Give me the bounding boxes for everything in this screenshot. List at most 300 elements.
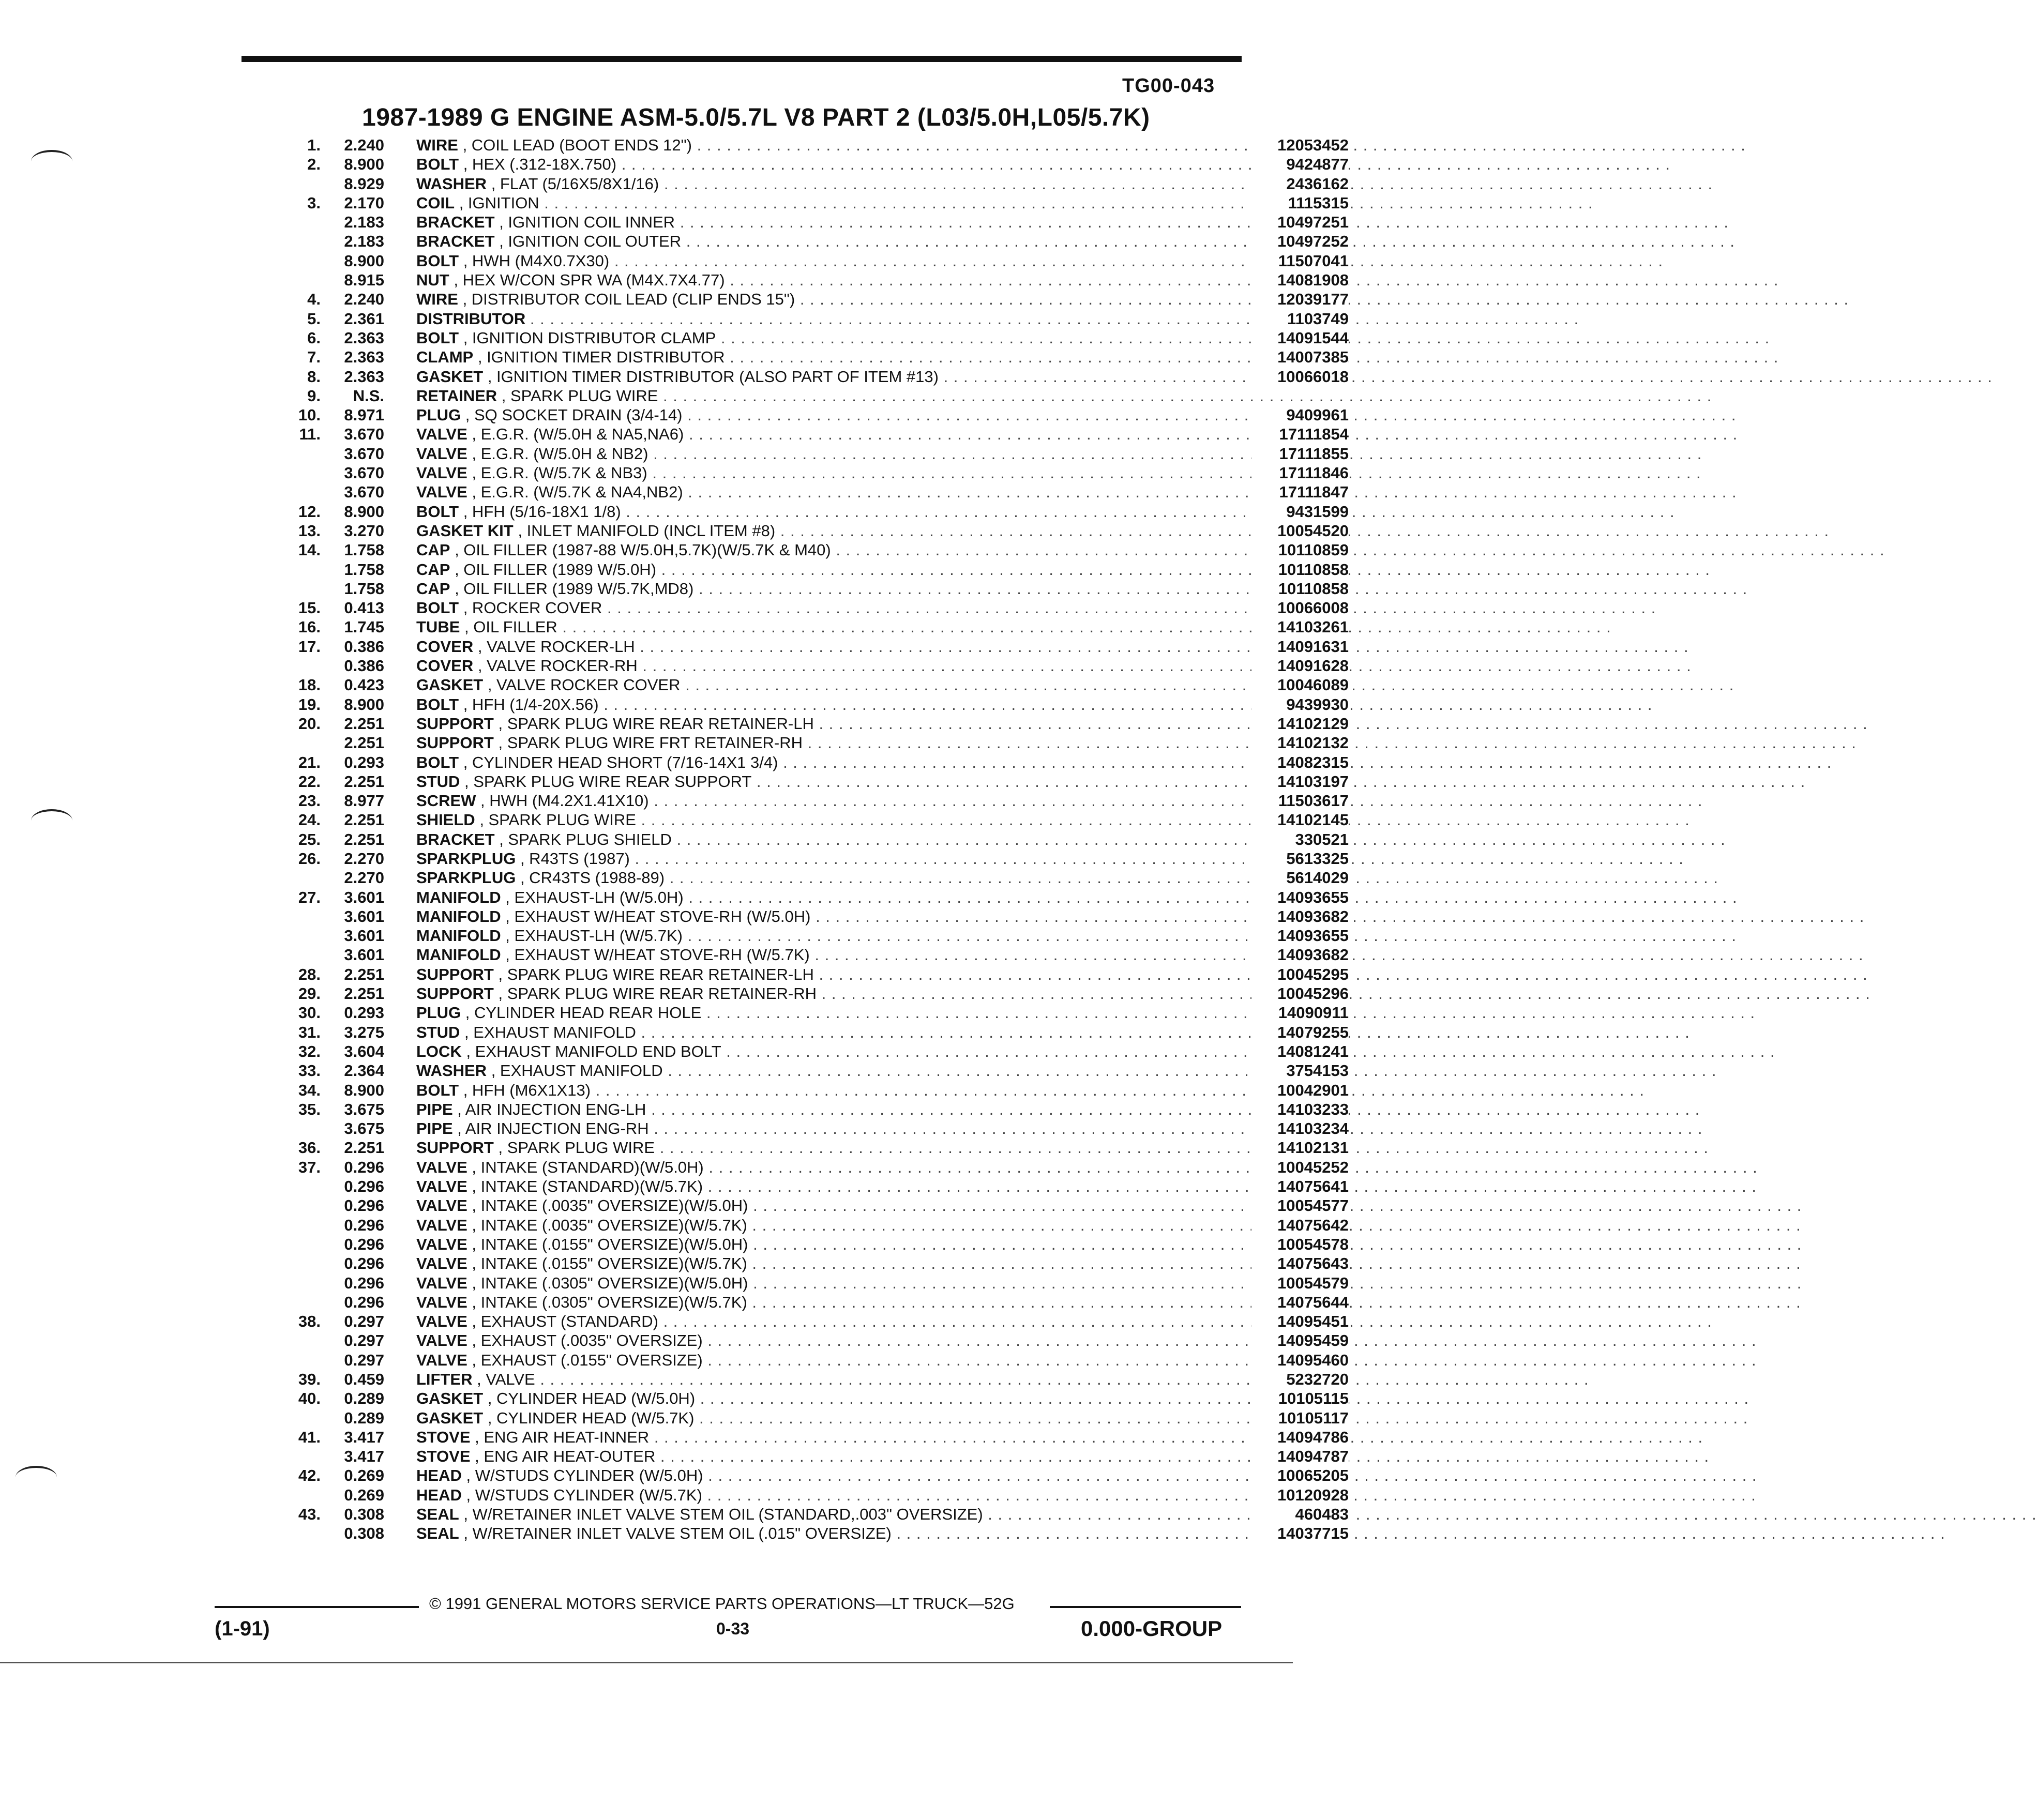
part-name: SUPPORT: [416, 1139, 494, 1157]
part-name: HEAD: [416, 1466, 462, 1485]
group-code: 3.417: [344, 1428, 384, 1446]
part-description: [416, 1235, 1249, 1254]
part-description: [416, 753, 1249, 772]
part-number: 10110858: [1251, 560, 1349, 579]
binder-hole-mark: [31, 150, 72, 173]
group-code: 0.296: [344, 1254, 384, 1273]
part-row: [290, 1447, 1349, 1466]
part-name: VALVE: [416, 1312, 467, 1331]
group-code: 3.670: [344, 425, 384, 444]
part-name: BRACKET: [416, 213, 495, 232]
part-number: 14007385: [1251, 347, 1349, 367]
item-number: 22.: [298, 772, 321, 791]
part-detail: , ENG AIR HEAT-OUTER: [475, 1447, 656, 1466]
group-code: 8.971: [344, 406, 384, 424]
part-description: [416, 1158, 1249, 1177]
group-code: 2.361: [344, 309, 384, 328]
part-number: 9431599: [1251, 502, 1349, 521]
item-number: 38.: [298, 1312, 321, 1331]
part-name: SUPPORT: [416, 734, 494, 752]
group-code: 2.240: [344, 136, 384, 154]
group-code: 3.601: [344, 907, 384, 926]
part-row: [290, 155, 1349, 174]
group-code: 0.296: [344, 1158, 384, 1176]
part-detail: , EXHAUST W/HEAT STOVE-RH (W/5.0H): [505, 907, 811, 926]
part-name: SEAL: [416, 1524, 459, 1543]
part-description: [416, 675, 1249, 694]
group-code: 2.270: [344, 869, 384, 887]
group-code: 8.900: [344, 251, 384, 270]
part-row: [290, 830, 1349, 849]
item-number: 5.: [307, 309, 321, 328]
item-number: 12.: [298, 502, 321, 521]
part-name: BOLT: [416, 599, 459, 617]
part-description: [416, 174, 1249, 193]
part-detail: , EXHAUST-LH (W/5.7K): [505, 927, 683, 945]
part-description: [416, 772, 1249, 791]
part-detail: , DISTRIBUTOR COIL LEAD (CLIP ENDS 15"): [462, 290, 795, 309]
part-number: 17111847: [1251, 482, 1349, 502]
part-name: GASKET: [416, 367, 484, 386]
part-description: [416, 386, 1249, 405]
part-number: 14103234: [1251, 1119, 1349, 1138]
part-detail: , FLAT (5/16X5/8X1/16): [491, 174, 659, 193]
part-description: [416, 1408, 1249, 1428]
part-row: [290, 135, 1349, 155]
group-code: 2.251: [344, 772, 384, 791]
group-code: 3.670: [344, 444, 384, 463]
part-detail: , IGNITION: [459, 193, 539, 212]
part-row: [290, 1293, 1349, 1312]
part-number: 14075642: [1251, 1216, 1349, 1235]
parts-list: [290, 135, 1349, 1543]
part-detail: , INTAKE (.0155" OVERSIZE)(W/5.7K): [472, 1254, 747, 1273]
group-code: 1.758: [344, 541, 384, 559]
part-row: [290, 521, 1349, 540]
revision-date: (1-91): [215, 1617, 270, 1640]
part-name: STUD: [416, 772, 460, 791]
group-code: 0.289: [344, 1389, 384, 1408]
part-name: SUPPORT: [416, 965, 494, 983]
part-description: [416, 328, 1249, 347]
part-number: 14103233: [1251, 1100, 1349, 1119]
part-detail: , SPARK PLUG WIRE: [498, 1139, 655, 1157]
part-detail: , W/RETAINER INLET VALVE STEM OIL (.015" OVERSIZE): [463, 1524, 892, 1543]
part-name: WIRE: [416, 290, 458, 309]
item-number: 41.: [298, 1428, 321, 1446]
binder-hole-mark: [31, 809, 72, 832]
part-row: [290, 232, 1349, 251]
group-code: 3.675: [344, 1100, 384, 1118]
part-number: 5614029: [1251, 868, 1349, 887]
part-detail: , SPARK PLUG WIRE REAR RETAINER-LH: [498, 714, 814, 733]
part-row: [290, 1312, 1349, 1331]
part-number: 14037715: [1251, 1524, 1349, 1543]
group-code: 0.308: [344, 1524, 384, 1543]
part-row: [290, 733, 1349, 752]
part-name: CAP: [416, 560, 450, 579]
part-name: MANIFOLD: [416, 946, 501, 964]
group-code: 8.929: [344, 174, 384, 193]
part-detail: , EXHAUST MANIFOLD: [464, 1023, 636, 1041]
part-detail: , VALVE ROCKER-RH: [477, 657, 638, 675]
group-code: 2.363: [344, 348, 384, 367]
part-description: [416, 309, 1249, 328]
part-name: PIPE: [416, 1100, 453, 1118]
part-description: [416, 1216, 1249, 1235]
part-row: [290, 1216, 1349, 1235]
part-row: [290, 617, 1349, 636]
part-detail: , INTAKE (STANDARD)(W/5.0H): [472, 1158, 704, 1176]
group-code: 8.977: [344, 792, 384, 810]
part-number: 1115315: [1251, 193, 1349, 213]
item-number: 16.: [298, 618, 321, 636]
part-description: [416, 637, 1249, 656]
item-number: 10.: [298, 406, 321, 424]
part-detail: , R43TS (1987): [520, 849, 630, 868]
part-row: [290, 1505, 1349, 1524]
part-description: [416, 1370, 1249, 1389]
part-number: 14075644: [1251, 1293, 1349, 1312]
part-name: BOLT: [416, 251, 459, 270]
part-row: [290, 309, 1349, 328]
part-name: WIRE: [416, 136, 458, 154]
part-row: [290, 1466, 1349, 1485]
part-row: [290, 888, 1349, 907]
part-description: [416, 1505, 1249, 1524]
group-code: 0.297: [344, 1331, 384, 1350]
part-row: [290, 193, 1349, 213]
item-number: 34.: [298, 1081, 321, 1099]
item-number: 8.: [307, 367, 321, 386]
part-number: 14102129: [1251, 714, 1349, 733]
part-description: [416, 868, 1249, 887]
part-name: WASHER: [416, 1061, 487, 1080]
item-number: 24.: [298, 811, 321, 829]
part-description: [416, 907, 1249, 926]
part-row: [290, 1100, 1349, 1119]
group-number: 0.000-GROUP: [1081, 1616, 1223, 1641]
part-name: TUBE: [416, 618, 460, 636]
group-code: 3.675: [344, 1119, 384, 1138]
part-description: [416, 463, 1249, 482]
part-row: [290, 579, 1349, 598]
group-code: N.S.: [353, 386, 384, 405]
item-number: 28.: [298, 965, 321, 983]
part-name: BOLT: [416, 328, 459, 347]
item-number: 15.: [298, 599, 321, 617]
part-detail: , SPARK PLUG SHIELD: [499, 830, 672, 848]
item-number: 29.: [298, 984, 321, 1003]
part-name: STOVE: [416, 1447, 471, 1466]
group-code: 2.251: [344, 965, 384, 983]
group-code: 2.240: [344, 290, 384, 309]
part-detail: , IGNITION COIL OUTER: [499, 232, 682, 251]
item-number: 30.: [298, 1004, 321, 1022]
group-code: 2.251: [344, 811, 384, 829]
bottom-rule: [0, 1662, 1293, 1663]
part-row: [290, 1061, 1349, 1080]
part-description: [416, 521, 1249, 540]
group-code: 2.183: [344, 213, 384, 232]
group-code: 8.915: [344, 271, 384, 290]
part-row: [290, 1003, 1349, 1022]
part-description: [416, 290, 1249, 309]
part-number: 14082315: [1251, 753, 1349, 772]
part-detail: , HFH (M6X1X13): [463, 1081, 591, 1099]
group-code: 0.296: [344, 1235, 384, 1253]
part-name: VALVE: [416, 1196, 467, 1215]
part-detail: , SPARK PLUG WIRE FRT RETAINER-RH: [498, 734, 803, 752]
group-code: 1.745: [344, 618, 384, 636]
part-number: 10065205: [1251, 1466, 1349, 1485]
item-number: 37.: [298, 1158, 321, 1176]
group-code: 3.601: [344, 946, 384, 964]
part-number: 9439930: [1251, 695, 1349, 714]
part-detail: , VALVE ROCKER COVER: [487, 676, 681, 694]
part-description: [416, 1119, 1249, 1138]
part-row: [290, 213, 1349, 232]
part-number: 14093682: [1251, 945, 1349, 964]
part-detail: , EXHAUST (.0155" OVERSIZE): [472, 1351, 703, 1369]
part-detail: , INTAKE (.0305" OVERSIZE)(W/5.0H): [472, 1273, 748, 1292]
part-detail: , W/STUDS CYLINDER (W/5.7K): [466, 1485, 702, 1504]
part-description: [416, 1042, 1249, 1061]
part-name: CLAMP: [416, 348, 474, 367]
group-code: 1.758: [344, 579, 384, 598]
part-name: VALVE: [416, 1177, 467, 1196]
part-name: WASHER: [416, 174, 487, 193]
part-name: VALVE: [416, 1216, 467, 1234]
part-description: [416, 155, 1249, 174]
part-detail: , HWH (M4X0.7X30): [463, 251, 610, 270]
part-name: SEAL: [416, 1505, 459, 1524]
part-name: RETAINER: [416, 386, 497, 405]
item-number: 35.: [298, 1100, 321, 1118]
part-number: 14102145: [1251, 810, 1349, 829]
part-row: [290, 1158, 1349, 1177]
part-detail: , OIL FILLER: [464, 618, 557, 636]
part-detail: , HWH (M4.2X1.41X10): [480, 792, 649, 810]
part-name: CAP: [416, 541, 450, 559]
part-row: [290, 1485, 1349, 1505]
group-code: 0.289: [344, 1408, 384, 1427]
group-code: 2.363: [344, 367, 384, 386]
part-description: [416, 540, 1249, 559]
part-number: 10120928: [1251, 1485, 1349, 1505]
part-detail: , HFH (1/4-20X.56): [463, 695, 599, 714]
part-number: 14103197: [1251, 772, 1349, 791]
group-code: 2.363: [344, 328, 384, 347]
group-code: 0.269: [344, 1485, 384, 1504]
part-description: [416, 405, 1249, 424]
group-code: 3.601: [344, 888, 384, 906]
group-code: 3.670: [344, 464, 384, 482]
part-name: SUPPORT: [416, 714, 494, 733]
part-description: [416, 1312, 1249, 1331]
group-code: 8.900: [344, 695, 384, 714]
part-detail: , SPARK PLUG WIRE REAR SUPPORT: [464, 772, 752, 791]
part-row: [290, 1023, 1349, 1042]
item-number: 1.: [307, 136, 321, 154]
page-number: 0-33: [716, 1619, 750, 1638]
part-row: [290, 772, 1349, 791]
part-number: 14079255: [1251, 1023, 1349, 1042]
part-name: BOLT: [416, 753, 459, 771]
part-number: 14103261: [1251, 617, 1349, 636]
item-number: 7.: [307, 348, 321, 367]
item-number: 25.: [298, 830, 321, 848]
item-number: 26.: [298, 849, 321, 868]
item-number: 33.: [298, 1061, 321, 1080]
part-number: 9424877: [1251, 155, 1349, 174]
part-name: SUPPORT: [416, 984, 494, 1003]
part-detail: , E.G.R. (W/5.0H & NA5,NA6): [472, 425, 684, 444]
item-number: 27.: [298, 888, 321, 906]
part-description: [416, 849, 1249, 868]
part-name: DISTRIBUTOR: [416, 309, 526, 328]
group-code: 0.296: [344, 1216, 384, 1234]
part-number: 12039177: [1251, 290, 1349, 309]
part-description: [416, 1447, 1249, 1466]
part-number: 10066018: [1251, 367, 1349, 386]
group-code: 8.900: [344, 502, 384, 521]
part-name: PLUG: [416, 406, 461, 424]
part-row: [290, 482, 1349, 502]
part-number: 10054520: [1251, 521, 1349, 540]
item-number: 14.: [298, 541, 321, 559]
part-name: VALVE: [416, 1254, 467, 1273]
part-row: [290, 1524, 1349, 1543]
item-number: 3.: [307, 193, 321, 212]
part-name: SPARKPLUG: [416, 869, 516, 887]
part-detail: , ENG AIR HEAT-INNER: [475, 1428, 650, 1446]
part-detail: , E.G.R. (W/5.0H & NB2): [472, 444, 648, 463]
part-number: 12053452: [1251, 135, 1349, 155]
part-row: [290, 270, 1349, 290]
part-number: 10045296: [1251, 984, 1349, 1003]
group-code: 0.423: [344, 676, 384, 694]
part-detail: , SPARK PLUG WIRE REAR RETAINER-LH: [498, 965, 814, 983]
document-code: TG00-043: [1122, 75, 1215, 97]
part-detail: , AIR INJECTION ENG-RH: [457, 1119, 649, 1138]
part-name: PIPE: [416, 1119, 453, 1138]
group-code: 2.170: [344, 193, 384, 212]
part-detail: , CYLINDER HEAD (W/5.7K): [487, 1408, 695, 1427]
part-row: [290, 405, 1349, 424]
part-name: LOCK: [416, 1042, 462, 1060]
part-row: [290, 444, 1349, 463]
part-row: [290, 290, 1349, 309]
part-detail: , INTAKE (.0305" OVERSIZE)(W/5.7K): [472, 1293, 747, 1311]
part-name: MANIFOLD: [416, 907, 501, 926]
part-description: [416, 791, 1249, 810]
part-number: 14075643: [1251, 1254, 1349, 1273]
part-row: [290, 424, 1349, 444]
part-detail: , W/STUDS CYLINDER (W/5.0H): [466, 1466, 703, 1485]
part-name: VALVE: [416, 1235, 467, 1253]
part-name: STOVE: [416, 1428, 471, 1446]
part-row: [290, 791, 1349, 810]
part-detail: , INLET MANIFOLD (INCL ITEM #8): [518, 521, 776, 540]
part-name: VALVE: [416, 464, 467, 482]
group-code: 3.275: [344, 1023, 384, 1041]
group-code: 0.413: [344, 599, 384, 617]
part-detail: , CYLINDER HEAD REAR HOLE: [465, 1004, 702, 1022]
part-row: [290, 367, 1349, 386]
part-detail: , IGNITION TIMER DISTRIBUTOR: [477, 348, 725, 367]
group-code: 2.251: [344, 734, 384, 752]
group-code: 3.604: [344, 1042, 384, 1060]
part-detail: , VALVE: [477, 1370, 535, 1388]
part-name: BOLT: [416, 502, 459, 521]
part-description: [416, 1524, 1249, 1543]
group-code: 2.251: [344, 1139, 384, 1157]
part-description: [416, 1100, 1249, 1119]
item-number: 4.: [307, 290, 321, 309]
part-row: [290, 1081, 1349, 1100]
part-row: [290, 1235, 1349, 1254]
part-row: [290, 598, 1349, 617]
part-name: BRACKET: [416, 232, 495, 251]
part-description: [416, 367, 1249, 386]
part-description: [416, 945, 1249, 964]
part-name: VALVE: [416, 1293, 467, 1311]
part-number: 14091544: [1251, 328, 1349, 347]
part-row: [290, 560, 1349, 579]
part-description: [416, 1196, 1249, 1215]
group-code: 2.183: [344, 232, 384, 251]
part-row: [290, 753, 1349, 772]
binder-hole-mark: [16, 1466, 57, 1489]
part-description: [416, 926, 1249, 945]
part-row: [290, 1177, 1349, 1196]
item-number: 32.: [298, 1042, 321, 1060]
group-code: 0.297: [344, 1351, 384, 1369]
group-code: 2.251: [344, 714, 384, 733]
part-name: COVER: [416, 657, 474, 675]
part-description: [416, 1428, 1249, 1447]
part-number: 17111846: [1251, 463, 1349, 482]
part-name: SHIELD: [416, 811, 475, 829]
part-detail: , COIL LEAD (BOOT ENDS 12"): [462, 136, 692, 154]
part-row: [290, 1042, 1349, 1061]
part-number: 17111854: [1251, 424, 1349, 444]
part-description: [416, 617, 1249, 636]
group-code: 2.251: [344, 830, 384, 848]
part-row: [290, 675, 1349, 694]
item-number: 18.: [298, 676, 321, 694]
item-number: 19.: [298, 695, 321, 714]
part-row: [290, 695, 1349, 714]
group-code: 0.308: [344, 1505, 384, 1524]
group-code: 0.296: [344, 1196, 384, 1215]
group-code: 0.386: [344, 657, 384, 675]
part-row: [290, 328, 1349, 347]
part-row: [290, 907, 1349, 926]
part-number: 10066008: [1251, 598, 1349, 617]
part-name: HEAD: [416, 1485, 462, 1504]
part-description: [416, 213, 1249, 232]
part-detail: , SPARK PLUG WIRE: [501, 386, 658, 405]
group-code: 0.296: [344, 1177, 384, 1196]
part-row: [290, 1389, 1349, 1408]
part-detail: , OIL FILLER (1987-88 W/5.0H,5.7K)(W/5.7K & M40): [455, 541, 831, 559]
part-number: 14094787: [1251, 1447, 1349, 1466]
part-name: MANIFOLD: [416, 888, 501, 906]
part-number: 14091631: [1251, 637, 1349, 656]
part-row: [290, 926, 1349, 945]
